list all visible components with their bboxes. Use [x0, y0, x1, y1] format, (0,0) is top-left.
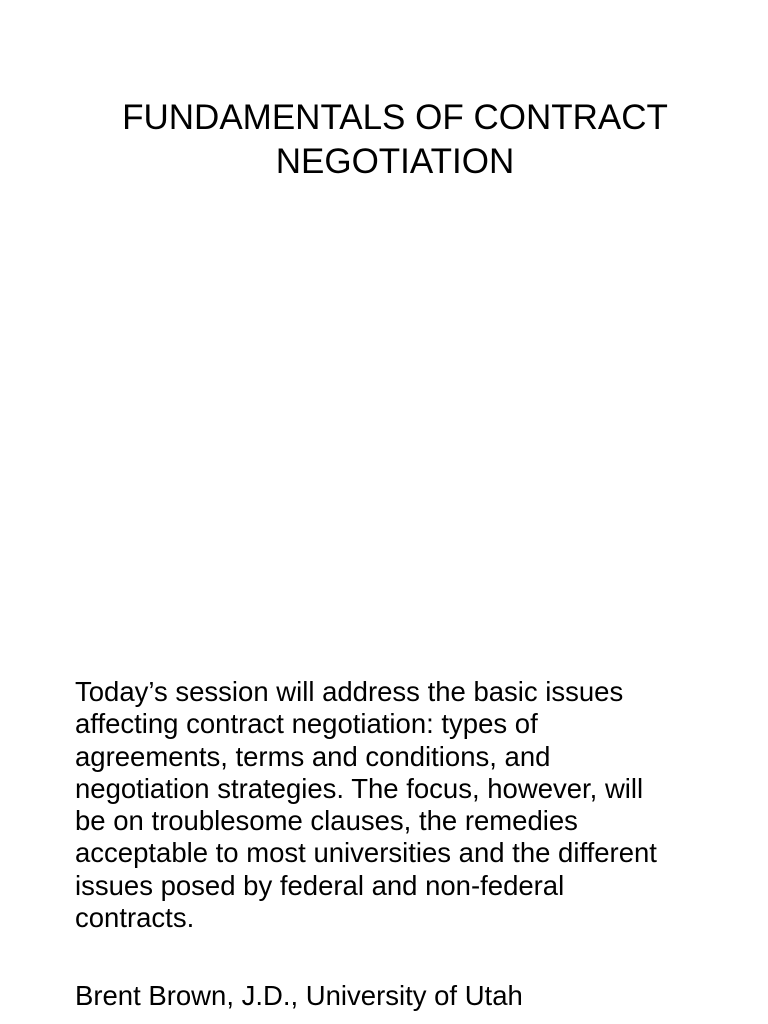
session-abstract — [75, 676, 735, 934]
abstract-line: agreements, terms and conditions, and — [75, 740, 551, 772]
title-line: NEGOTIATION — [275, 142, 515, 181]
abstract-line: acceptable to most universities and the different — [75, 837, 657, 869]
abstract-line: negotiation strategies. The focus, however, will — [75, 772, 644, 804]
abstract-line: contracts. — [75, 902, 195, 934]
abstract-line: Today’s session will address the basic issues — [75, 676, 624, 707]
abstract-line: be on troublesome clauses, the remedies — [75, 805, 578, 837]
author-credit: Brent Brown, J.D., University of Utah — [75, 980, 523, 1011]
abstract-line: issues posed by federal and non-federal — [75, 869, 565, 901]
document-title — [60, 96, 730, 184]
title-line: FUNDAMENTALS OF CONTRACT — [122, 98, 668, 137]
abstract-line: affecting contract negotiation: types of — [75, 708, 538, 740]
